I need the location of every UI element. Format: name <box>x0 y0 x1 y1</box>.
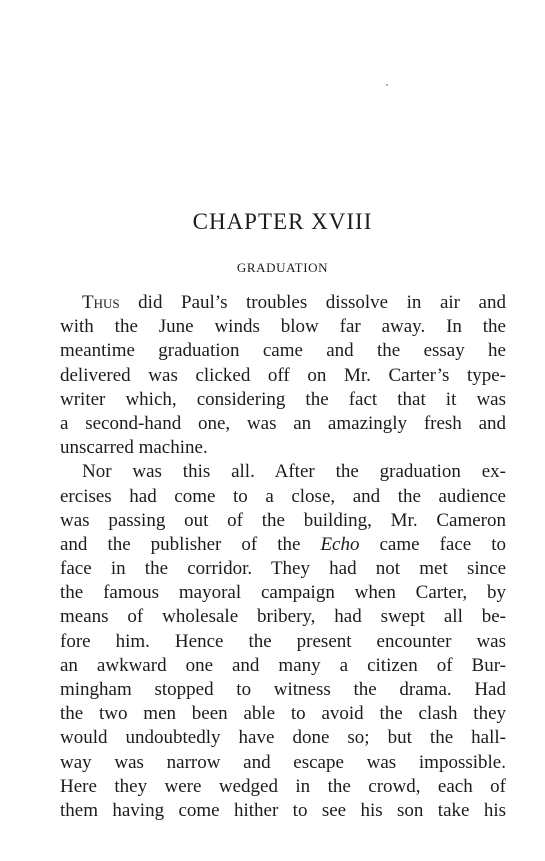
text-line: was passing out of the building, Mr. Cameron <box>60 509 506 531</box>
text-line: a second-hand one, was an amazingly fresh and <box>60 412 506 434</box>
text-line: Nor was this all. After the graduation ex- <box>82 461 506 483</box>
line-text: did Paul’s troubles dissolve in air and <box>119 292 506 313</box>
text-line: delivered was clicked off on Mr. Carter’s type- <box>60 364 506 386</box>
text-line: with the June winds blow far away. In the <box>60 316 506 338</box>
text-line: ercises had come to a close, and the audience <box>60 485 506 507</box>
text-line: fore him. Hence the present encounter was <box>60 630 506 652</box>
chapter-heading: CHAPTER XVIII <box>192 209 373 234</box>
chapter-subtitle: GRADUATION <box>236 260 329 275</box>
text-line: means of wholesale bribery, had swept all be- <box>60 606 506 628</box>
text-line <box>60 291 506 315</box>
text-line: the two men been able to avoid the clash they <box>60 703 506 725</box>
text-line <box>60 533 506 557</box>
body-text <box>60 291 506 823</box>
text-line: unscarred machine. <box>60 437 208 459</box>
ink-speck <box>386 84 388 86</box>
text-line: face in the corridor. They had not met since <box>60 558 506 580</box>
newspaper-title: Echo <box>320 533 360 555</box>
text-line: would undoubtedly have done so; but the hall- <box>60 727 506 749</box>
text-line: an awkward one and many a citizen of Bur- <box>60 654 506 676</box>
text-line: the famous mayoral campaign when Carter, by <box>60 582 506 604</box>
line-text: came face to <box>359 533 506 555</box>
opening-word: Thus <box>82 292 120 313</box>
text-line: way was narrow and escape was impossible. <box>60 751 506 773</box>
text-line: them having come hither to see his son take his <box>60 799 506 821</box>
text-line: mingham stopped to witness the drama. Had <box>60 679 506 700</box>
text-line: writer which, considering the fact that it was <box>60 388 506 410</box>
text-line: meantime graduation came and the essay he <box>60 340 506 362</box>
text-line: Here they were wedged in the crowd, each of <box>60 775 506 797</box>
line-text: and the publisher of the <box>60 533 321 555</box>
